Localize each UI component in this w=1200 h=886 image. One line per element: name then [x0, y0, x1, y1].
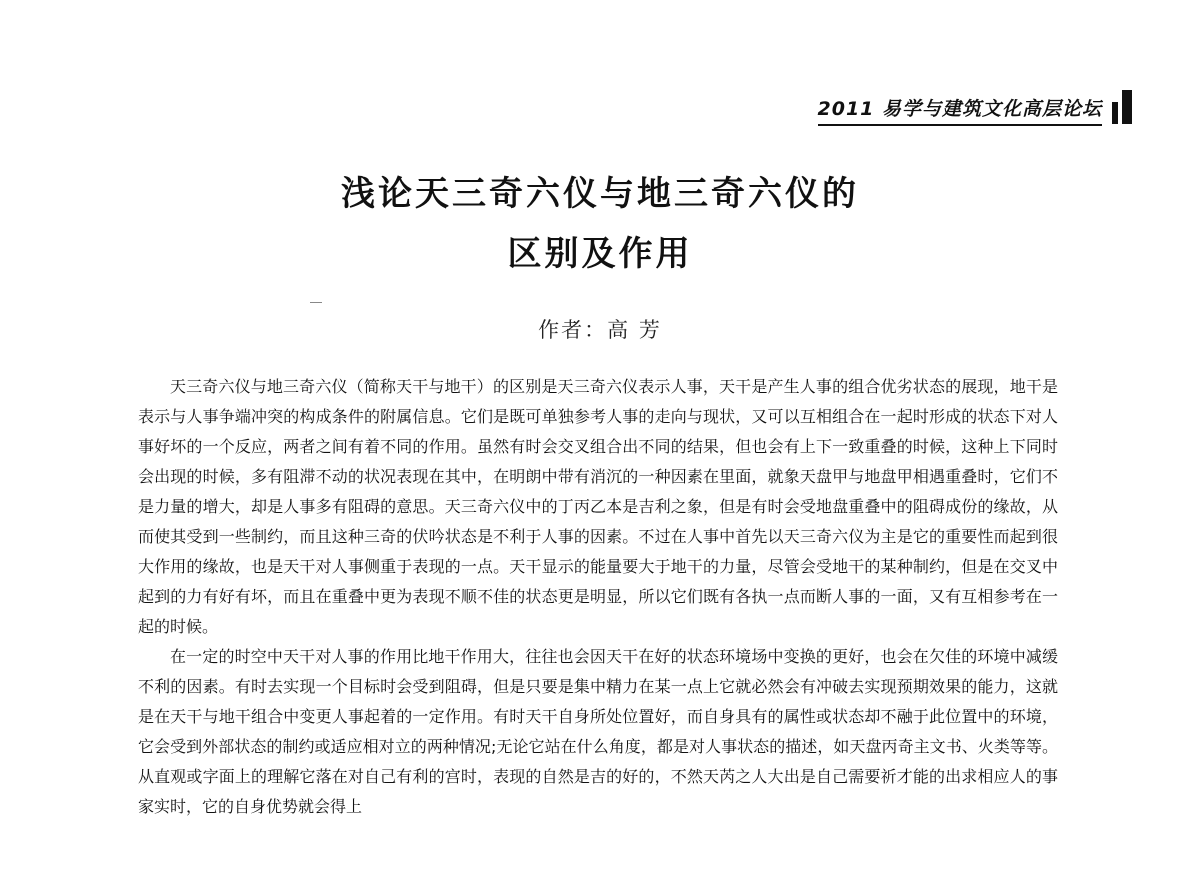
header-bar-mark-icon [1110, 90, 1136, 126]
paragraph-2: 在一定的时空中天干对人事的作用比地干作用大，往往也会因天干在好的状态环境场中变换的更好，也会在欠佳的环境中减缓不利的因素。有时去实现一个目标时会受到阻碍，但是只要是集中精力在某一点上它就必然会有冲破去实现预期效果的能力，这就是在天干与地干组合中变更人事起着的一定作用。有时天干自身所处位置好，而自身具有的属性或状态却不融于此位置中的环境，它会受到外部状态的制约或适应相对立的两种情况;无论它站在什么角度，都是对人事状态的描述，如天盘丙奇主文书、火类等等。从直观或字面上的理解它落在对自己有利的宫时，表现的自然是吉的好的，不然天芮之人大出是自己需要祈才能的出求相应人的事家实时，它的自身优势就会得上 [138, 647, 1058, 816]
running-header-title: 2011 易学与建筑文化高层论坛 [818, 99, 1103, 126]
author-line [0, 314, 1200, 344]
decorative-dash [310, 302, 322, 303]
article-body [138, 372, 1058, 822]
article-title-line-2: 区别及作用 [507, 234, 693, 274]
author-name: 高 芳 [607, 318, 662, 342]
author-label: 作者： [538, 318, 608, 342]
paragraph-1: 天三奇六仪与地三奇六仪（简称天干与地干）的区别是天三奇六仪表示人事，天干是产生人事的组合优劣状态的展现，地干是表示与人事争端冲突的构成条件的附属信息。它们是既可单独参考人事的走向与现状，又可以互相组合在一起时形成的状态下对人事好坏的一个反应，两者之间有着不同的作用。虽然有时会交叉组合出不同的结果，但也会有上下一致重叠的时候，这种上下同时会出现的时候，多有阻滞不动的状况表现在其中，在明朗中带有消沉的一种因素在里面，就象天盘甲与地盘甲相遇重叠时，它们不是力量的增大，却是人事多有阻碍的意思。天三奇六仪中的丁丙乙本是吉利之象，但是有时会受地盘重叠中的阻碍成份的缘故，从而使其受到一些制约，而且这种三奇的伏吟状态是不利于人事的因素。不过在人事中首先以天三奇六仪为主是它的重要性而起到很大作用的缘故，也是天干对人事侧重于表现的一点。天干显示的能量要大于地干的力量，尽管会受地干的某种制约，但是在交叉中起到的力有好有坏，而且在重叠中更为表现不顺不佳的状态更是明显，所以它们既有各执一点而断人事的一面，又有互相参考在一起的时候。 [138, 377, 1058, 636]
running-header [818, 90, 1137, 126]
article-title-line-1: 浅论天三奇六仪与地三奇六仪的 [341, 174, 859, 214]
